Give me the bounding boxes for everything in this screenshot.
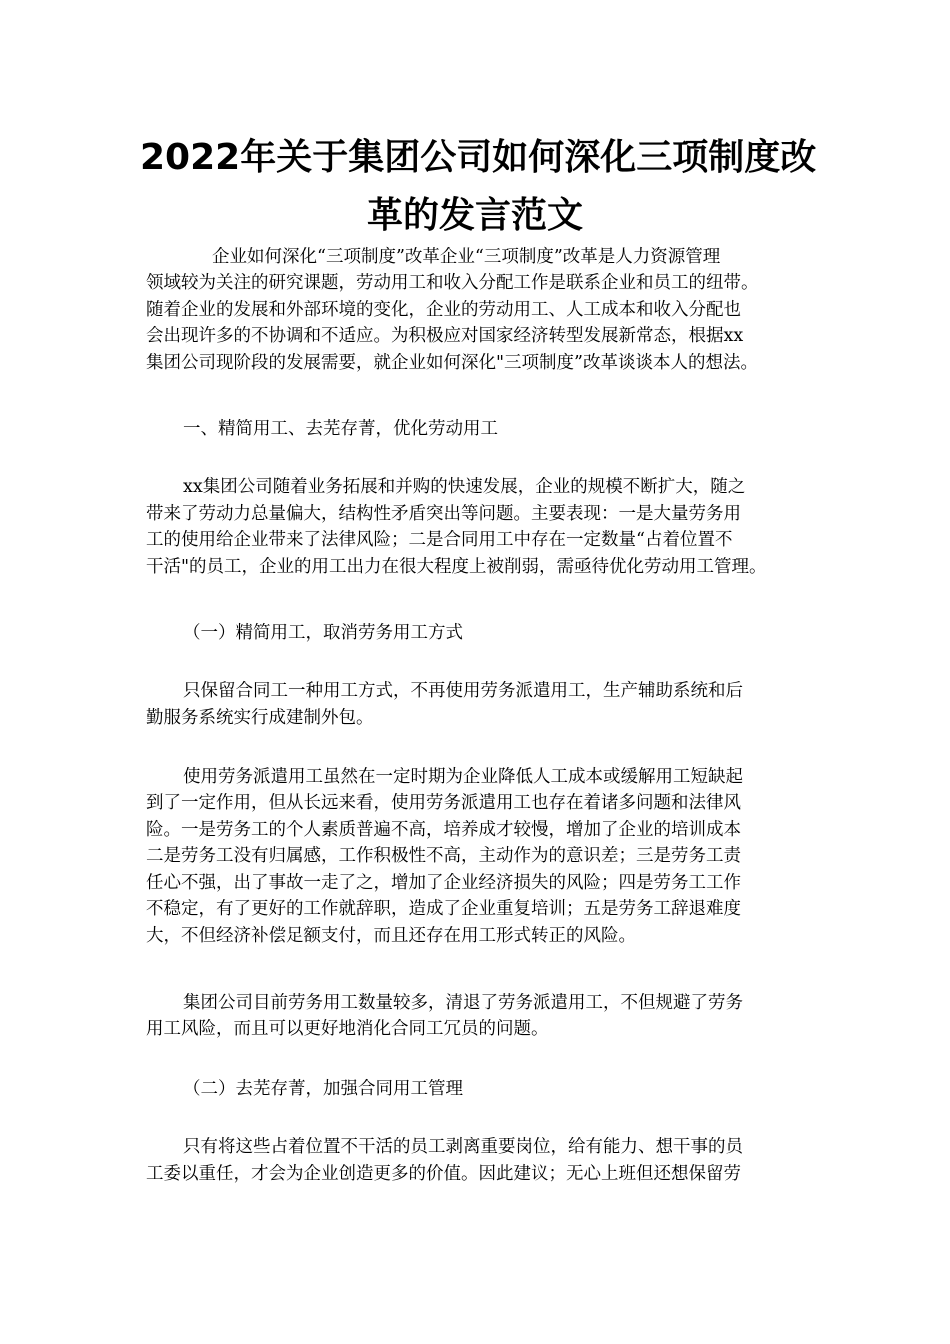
- section-heading: 一、精简用工、去芜存菁，优化劳动用工: [183, 419, 498, 439]
- subsection-heading: （二）去芜存菁，加强合同用工管理: [183, 1079, 463, 1099]
- paragraph-line: 只有将这些占着位置不干活的员工剥离重要岗位，给有能力、想干事的员: [183, 1137, 743, 1157]
- paragraph-line: 使用劳务派遣用工虽然在一定时期为企业降低人工成本或缓解用工短缺起: [183, 767, 743, 787]
- paragraph-line: 工委以重任，才会为企业创造更多的价值。因此建议；无心上班但还想保留劳: [146, 1164, 741, 1184]
- paragraph-line: 险。一是劳务工的个人素质普遍不高，培养成才较慢，增加了企业的培训成本: [146, 820, 741, 840]
- paragraph-line: 只保留合同工一种用工方式，不再使用劳务派遣用工，生产辅助系统和后: [183, 681, 743, 701]
- paragraph-line: xx集团公司随着业务拓展和并购的快速发展，企业的规模不断扩大，随之: [183, 477, 746, 497]
- paragraph-line: 干活"的员工，企业的用工出力在很大程度上被削弱，需亟待优化劳动用工管理。: [146, 557, 767, 577]
- document-title-line-2: 革的发言范文: [366, 195, 583, 236]
- paragraph-line: 集团公司现阶段的发展需要，就企业如何深化"三项制度”改革谈谈本人的想法。: [146, 353, 758, 373]
- paragraph-line: 到了一定作用，但从长远来看，使用劳务派遣用工也存在着诸多问题和法律风: [146, 793, 741, 813]
- paragraph-line: 用工风险，而且可以更好地消化合同工冗员的问题。: [146, 1019, 549, 1039]
- paragraph-line: 企业如何深化“三项制度”改革企业“三项制度”改革是人力资源管理: [212, 247, 721, 267]
- paragraph-line: 集团公司目前劳务用工数量较多，清退了劳务派遣用工，不但规避了劳务: [183, 993, 743, 1013]
- paragraph-line: 会出现许多的不协调和不适应。为积极应对国家经济转型发展新常态，根据xx: [146, 326, 744, 346]
- paragraph-line: 二是劳务工没有归属感，工作积极性不高，主动作为的意识差；三是劳务工责: [146, 846, 741, 866]
- paragraph-line: 领域较为关注的研究课题，劳动用工和收入分配工作是联系企业和员工的纽带。: [146, 273, 759, 293]
- paragraph-line: 不稳定，有了更好的工作就辞职，造成了企业重复培训；五是劳务工辞退难度: [146, 899, 741, 919]
- paragraph-line: 随着企业的发展和外部环境的变化，企业的劳动用工、人工成本和收入分配也: [146, 300, 741, 320]
- subsection-heading: （一）精简用工，取消劳务用工方式: [183, 623, 463, 643]
- paragraph-line: 勤服务系统实行成建制外包。: [146, 708, 374, 728]
- paragraph-line: 工的使用给企业带来了法律风险；二是合同用工中存在一定数量“占着位置不: [146, 530, 733, 550]
- paragraph-line: 任心不强，出了事故一走了之，增加了企业经济损失的风险；四是劳务工工作: [146, 873, 741, 893]
- paragraph-line: 大，不但经济补偿足额支付，而且还存在用工形式转正的风险。: [146, 926, 636, 946]
- paragraph-line: 带来了劳动力总量偏大，结构性矛盾突出等问题。主要表现：一是大量劳务用: [146, 504, 741, 524]
- document-title-line-1: 2022年关于集团公司如何深化三项制度改: [140, 137, 817, 178]
